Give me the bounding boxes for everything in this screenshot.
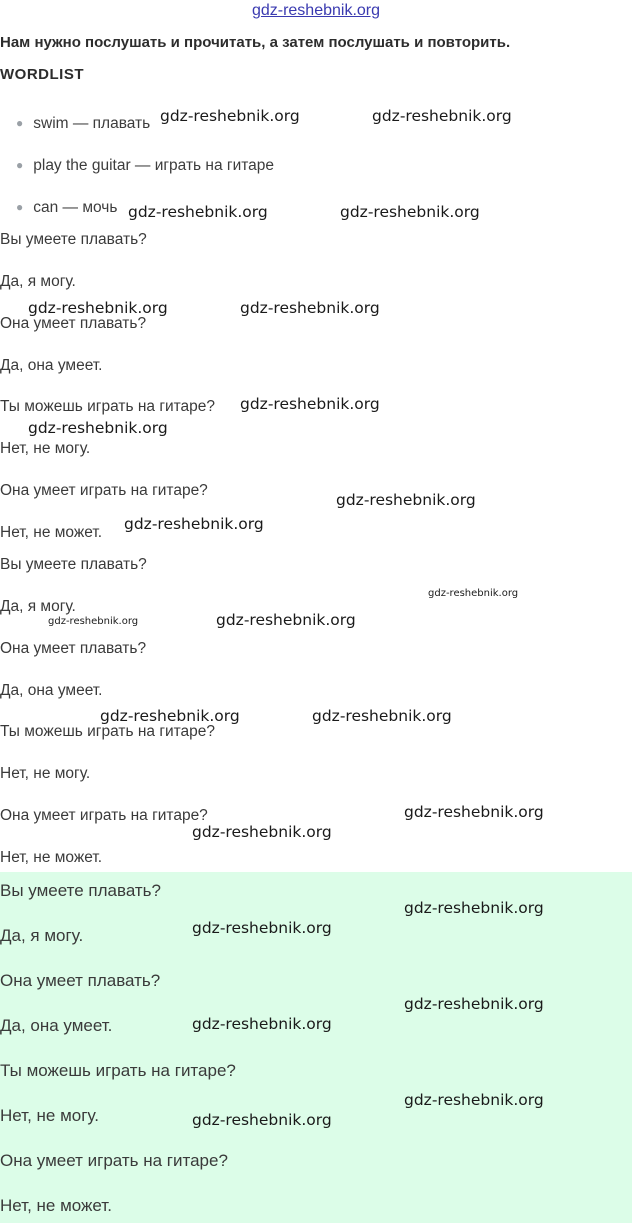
watermark: gdz-reshebnik.org [192, 919, 332, 937]
word-item-text: swim — плавать [33, 115, 151, 132]
bullet-icon: ● [16, 158, 24, 172]
watermark: gdz-reshebnik.org [160, 107, 300, 125]
watermark: gdz-reshebnik.org [28, 419, 168, 437]
dialogue-line: Ты можешь играть на гитаре? [0, 398, 216, 415]
site-link[interactable]: gdz-reshebnik.org [251, 2, 381, 19]
word-item [16, 199, 117, 217]
watermark: gdz-reshebnik.org [48, 616, 139, 627]
watermark: gdz-reshebnik.org [240, 299, 380, 317]
word-item [16, 157, 274, 175]
dialogue-line: Ты можешь играть на гитаре? [0, 1061, 236, 1080]
word-item [16, 115, 150, 133]
dialogue-line: Она умеет плавать? [0, 640, 147, 657]
watermark: gdz-reshebnik.org [192, 823, 332, 841]
watermark: gdz-reshebnik.org [100, 707, 240, 725]
watermark: gdz-reshebnik.org [128, 203, 268, 221]
dialogue-line: Она умеет играть на гитаре? [0, 1151, 228, 1170]
dialogue-line: Она умеет плавать? [0, 315, 147, 332]
dialogue-line: Да, я могу. [0, 926, 84, 945]
watermark: gdz-reshebnik.org [192, 1111, 332, 1129]
dialogue-line: Нет, не могу. [0, 1106, 99, 1125]
dialogue-line: Она умеет играть на гитаре? [0, 482, 208, 499]
bullet-icon: ● [16, 200, 24, 214]
dialogue-line: Она умеет играть на гитаре? [0, 807, 208, 824]
word-item-text: play the guitar — играть на гитаре [33, 157, 275, 174]
dialogue-line: Да, я могу. [0, 273, 76, 290]
dialogue-line: Вы умеете плавать? [0, 881, 161, 900]
dialogue-line: Нет, не может. [0, 524, 103, 541]
watermark: gdz-reshebnik.org [340, 203, 480, 221]
wordlist-heading: WORDLIST [0, 66, 84, 83]
dialogue-line: Нет, не могу. [0, 765, 91, 782]
dialogue-line: Ты можешь играть на гитаре? [0, 723, 216, 740]
word-item-text: can — мочь [33, 199, 118, 216]
watermark: gdz-reshebnik.org [192, 1015, 332, 1033]
watermark: gdz-reshebnik.org [240, 395, 380, 413]
dialogue-line: Да, она умеет. [0, 682, 103, 699]
dialogue-line: Нет, не может. [0, 849, 103, 866]
dialogue-line: Да, она умеет. [0, 1016, 113, 1035]
dialogue-line: Она умеет плавать? [0, 971, 161, 990]
watermark: gdz-reshebnik.org [372, 107, 512, 125]
watermark: gdz-reshebnik.org [404, 1091, 544, 1109]
watermark: gdz-reshebnik.org [312, 707, 452, 725]
dialogue-line: Вы умеете плавать? [0, 556, 147, 573]
watermark: gdz-reshebnik.org [124, 515, 264, 533]
dialogue-line: Нет, не может. [0, 1196, 112, 1215]
watermark: gdz-reshebnik.org [404, 899, 544, 917]
watermark: gdz-reshebnik.org [428, 588, 519, 599]
watermark: gdz-reshebnik.org [216, 611, 356, 629]
watermark: gdz-reshebnik.org [336, 491, 476, 509]
watermark: gdz-reshebnik.org [404, 995, 544, 1013]
watermark: gdz-reshebnik.org [28, 299, 168, 317]
dialogue-line: Нет, не могу. [0, 440, 91, 457]
dialogue-line: Да, я могу. [0, 598, 76, 615]
bullet-icon: ● [16, 116, 24, 130]
dialogue-line: Да, она умеет. [0, 357, 103, 374]
dialogue-line: Вы умеете плавать? [0, 231, 147, 248]
watermark: gdz-reshebnik.org [404, 803, 544, 821]
task-instruction: Нам нужно послушать и прочитать, а затем послушать и повторить. [0, 34, 511, 51]
